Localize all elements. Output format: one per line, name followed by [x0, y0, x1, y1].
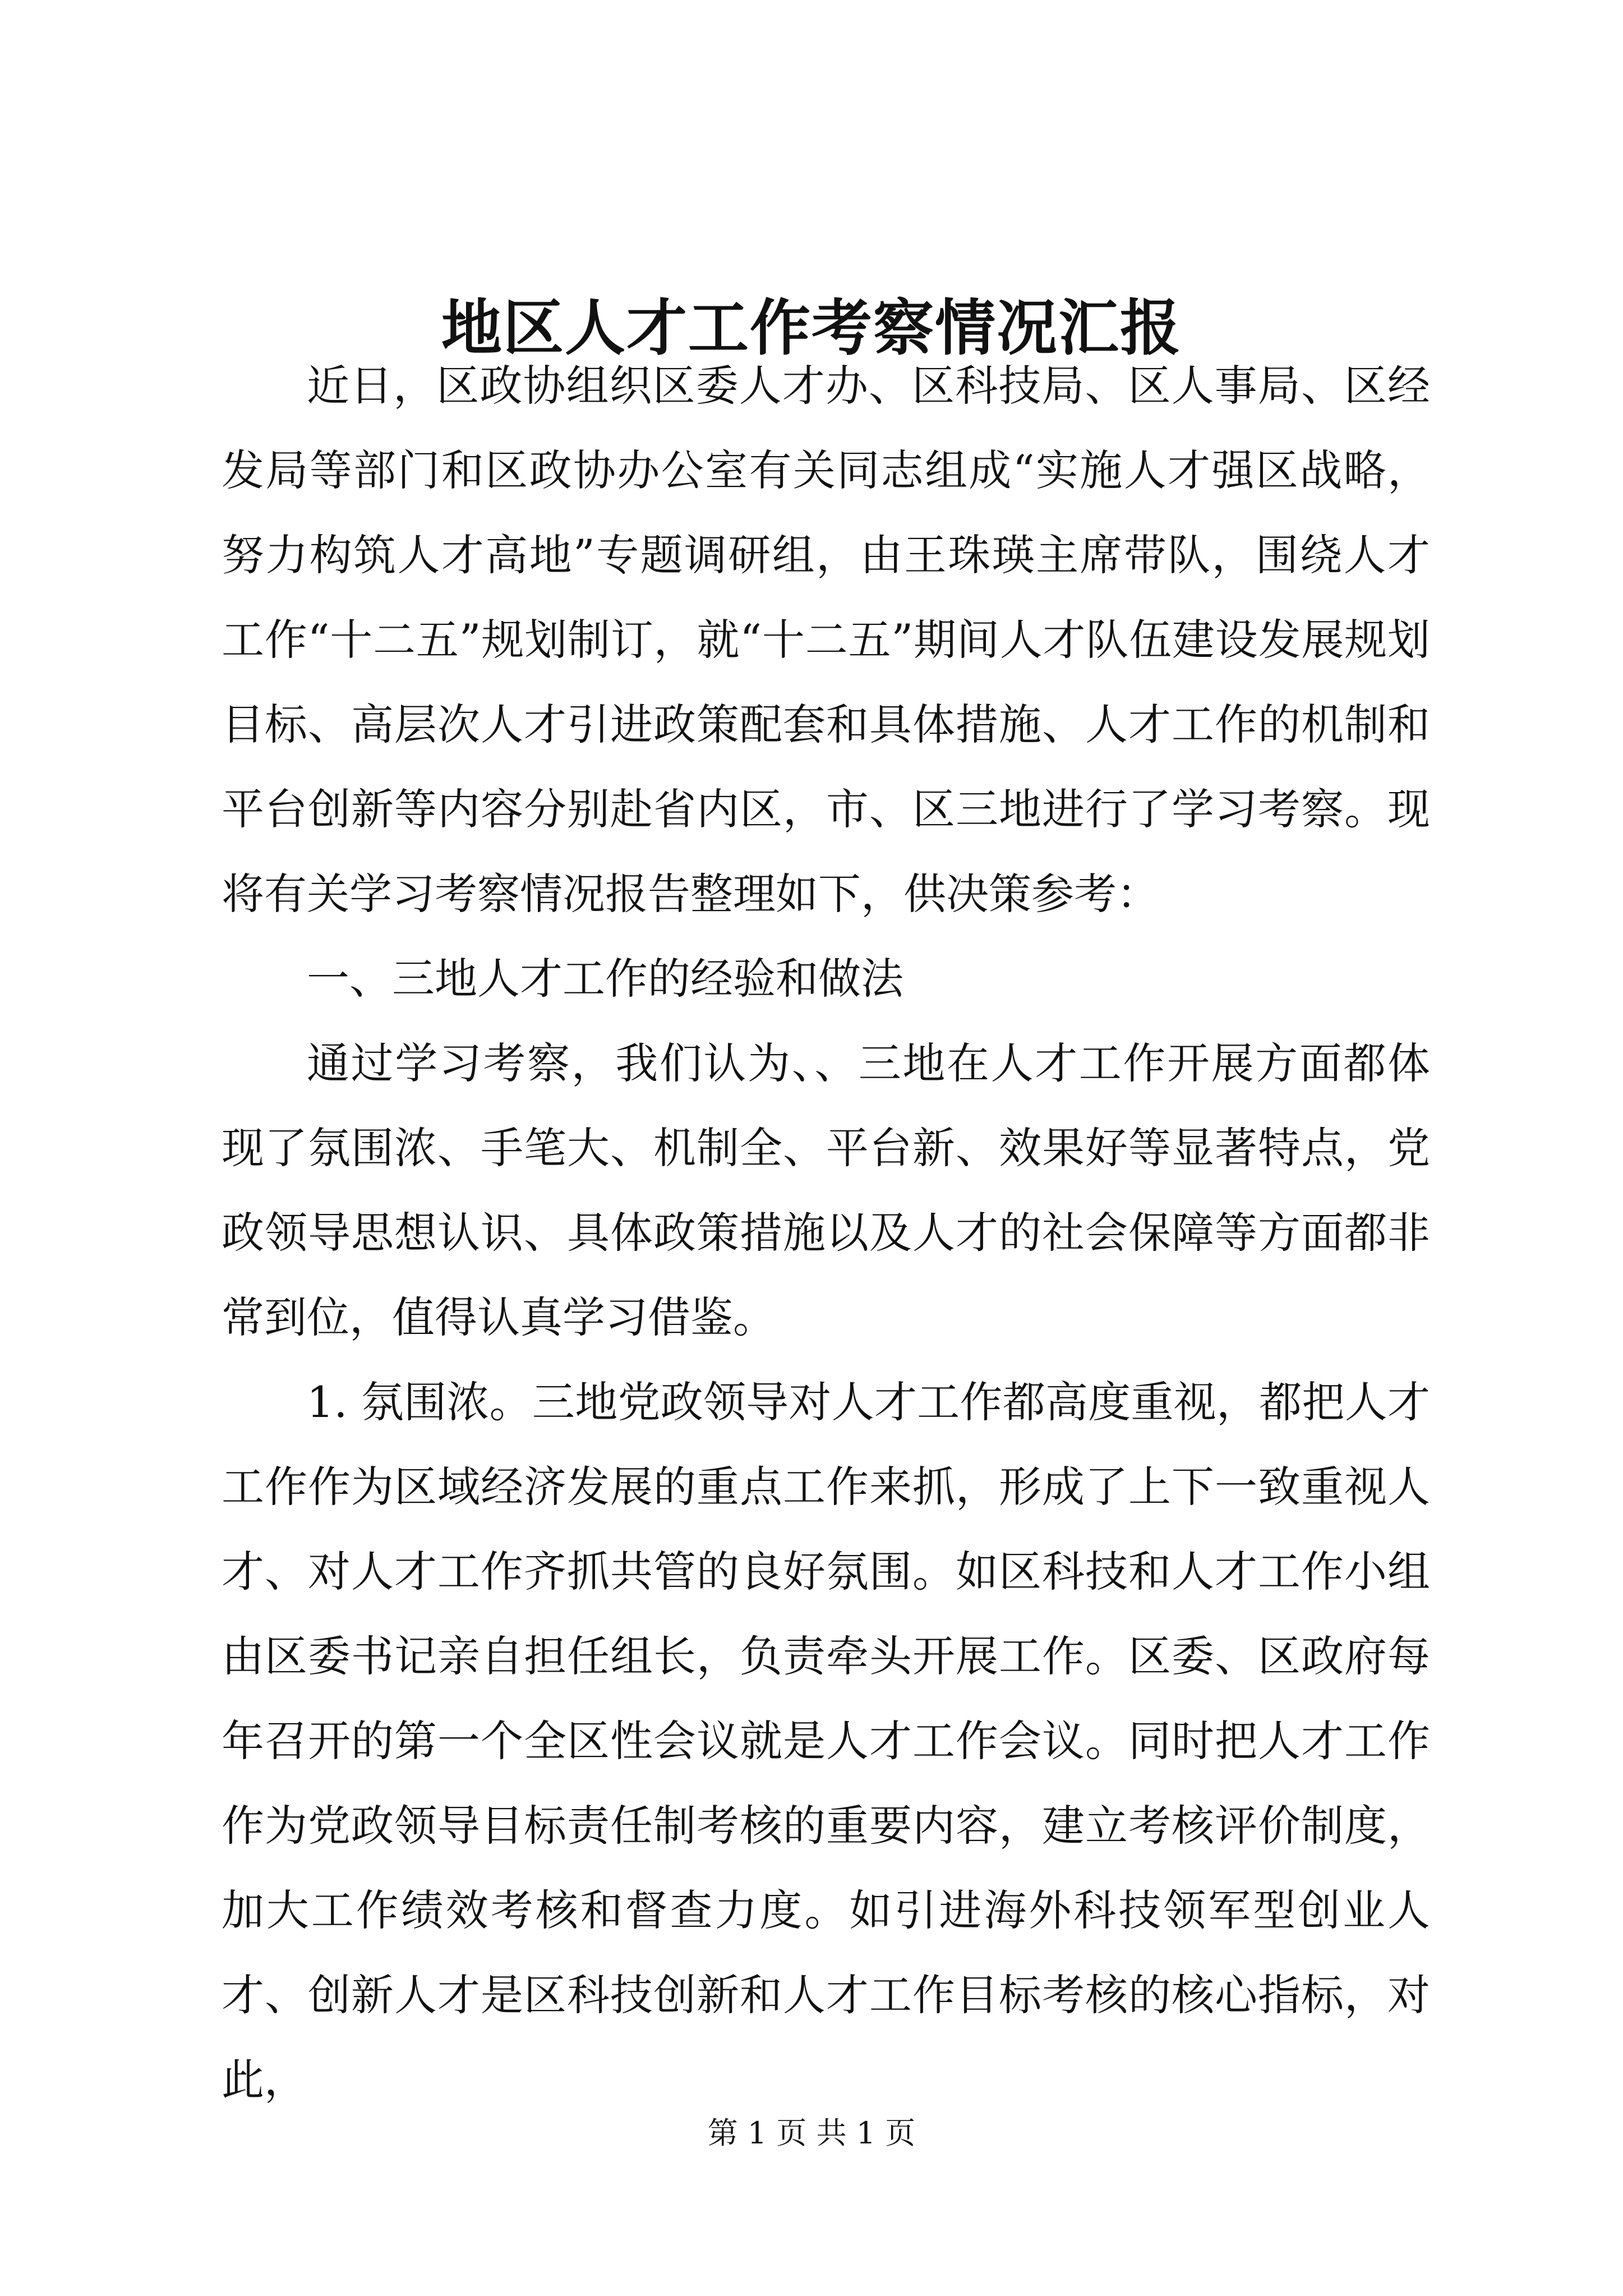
- paragraph-intro: 近日，区政协组织区委人才办、区科技局、区人事局、区经发局等部门和区政协办公室有关同志组成“实施人才强区战略，努力构筑人才高地”专题调研组，由王珠瑛主席带队，围绕人才工作“十二五”规划制订，就“十二五”期间人才队伍建设发展规划目标、高层次人才引进政策配套和具体措施、人才工作的机制和平台创新等内容分别赴省内区，市、区三地进行了学习考察。现将有关学习考察情况报告整理如下，供决策参考：: [222, 361, 1430, 919]
- paragraph-summary: 通过学习考察，我们认为、、三地在人才工作开展方面都体现了氛围浓、手笔大、机制全、平台新、效果好等显著特点，党政领导思想认识、具体政策措施以及人才的社会保障等方面都非常到位，值得认真学习借鉴。: [222, 1038, 1430, 1342]
- paragraph-point-1: 1. 氛围浓。三地党政领导对人才工作都高度重视，都把人才工作作为区域经济发展的重点工作来抓，形成了上下一致重视人才、对人才工作齐抓共管的良好氛围。如区科技和人才工作小组由区委书记亲自担任组长，负责牵头开展工作。区委、区政府每年召开的第一个全区性会议就是人才工作会议。同时把人才工作作为党政领导目标责任制考核的重要内容，建立考核评价制度，加大工作绩效考核和督查力度。如引进海外科技领军型创业人才、创新人才是区科技创新和人才工作目标考核的核心指标，对此，: [222, 1377, 1430, 2105]
- document-title: 地区人才工作考察情况汇报: [441, 293, 1182, 364]
- section-heading: 一、三地人才工作的经验和做法: [307, 954, 903, 1004]
- page-footer: 第 1 页 共 1 页: [707, 2115, 916, 2151]
- document-body: [222, 343, 1430, 2122]
